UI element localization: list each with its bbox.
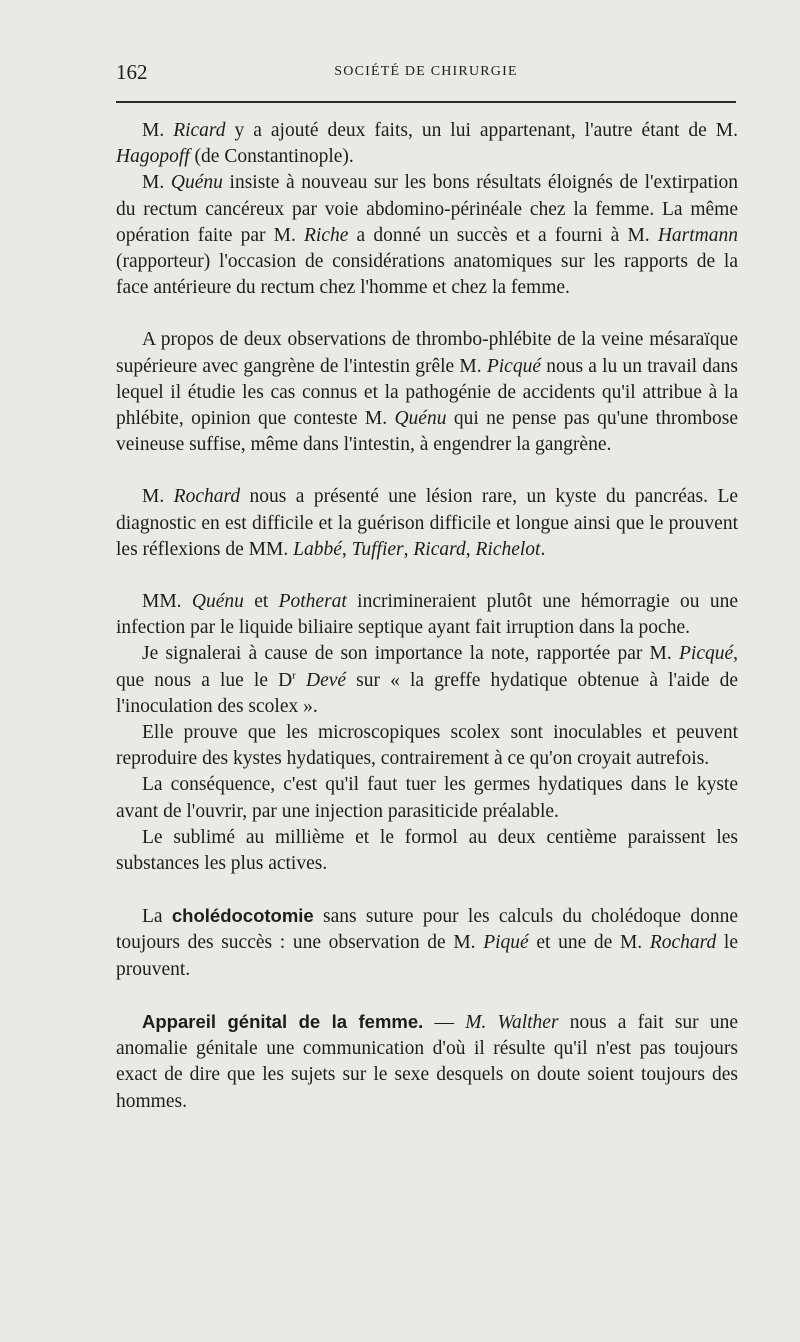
page-header [116,60,736,90]
paragraph-5: MM. Quénu et Potherat incrimineraient plutôt une hémorragie ou une infection par le liquide biliaire septique ayant fait irruption dans la poche. [116,591,738,639]
paragraph-8: La conséquence, c'est qu'il faut tuer les germes hydatiques dans le kyste avant de l'ouvrir, par une injection parasiticide préalable. [116,774,738,822]
paragraph-6: Je signalerai à cause de son importance la note, rapportée par M. Picqué, que nous a lue le $D^r$ Devé sur « la greffe hydatique obtenue à l'aide de l'inoculation des scolex ». [116,643,739,717]
paragraph-1: M. Ricard y a ajouté deux faits, un lui appartenant, l'autre étant de M. Hagopoff (de Constantinople). [116,120,739,168]
paragraph-2: M. Quénu insiste à nouveau sur les bons résultats éloignés de l'extirpation du rectum cancéreux par voie abdomino-périnéale chez la femme. La même opération faite par M. Riche a donné un succès et a fourni à M. Hartmann (rapporteur) l'occasion de considérations anatomiques sur les rapports de la face antérieure du rectum chez l'homme et chez la femme. [116,172,738,299]
paragraph-9: Le sublimé au millième et le formol au deux centième paraissent les substances les plus actives. [116,826,738,875]
paragraph-7: Elle prouve que les microscopiques scolex sont inoculables et peuvent reproduire des kystes hydatiques, contrairement à ce qu'on croyait autrefois. [116,722,738,770]
section-heading: Appareil génital de la femme. [142,1010,424,1032]
paragraph-11: Appareil génital de la femme. — M. Walther nous a fait sur une anomalie génitale une communication d'où il résulte qu'il n'est pas toujours exact de dire que les sujets sur le sexe desquels on doute soient toujours des hommes. [116,1010,739,1112]
paragraph-3: A propos de deux observations de thrombo-phlébite de la veine mésaraïque supérieure avec gangrène de l'intestin grêle M. Picqué nous a lu un travail dans lequel il étudie les cas connus et la pathogénie de accidents qu'il attribue à la phlébite, opinion que conteste M. Quénu qui ne pense pas qu'une thrombose veineuse suffise, même dans l'intestin, à engendrer la gangrène. [116,329,738,456]
running-title: SOCIÉTÉ DE CHIRURGIE [334,64,518,79]
header-rule [116,101,736,103]
paragraph-10: La cholédocotomie sans suture pour les calculs du cholédoque donne toujours des succès : une observation de M. Piqué et une de M. Rochard le prouvent. [116,905,738,980]
body-text [116,118,738,1115]
page-number: 162 [116,60,148,84]
paragraph-4: M. Rochard nous a présenté une lésion rare, un kyste du pancréas. Le diagnostic en est difficile et la guérison difficile et longue ainsi que le prouvent les réflexions de MM. Labbé, Tuffier, Ricard, Richelot. [116,486,739,560]
